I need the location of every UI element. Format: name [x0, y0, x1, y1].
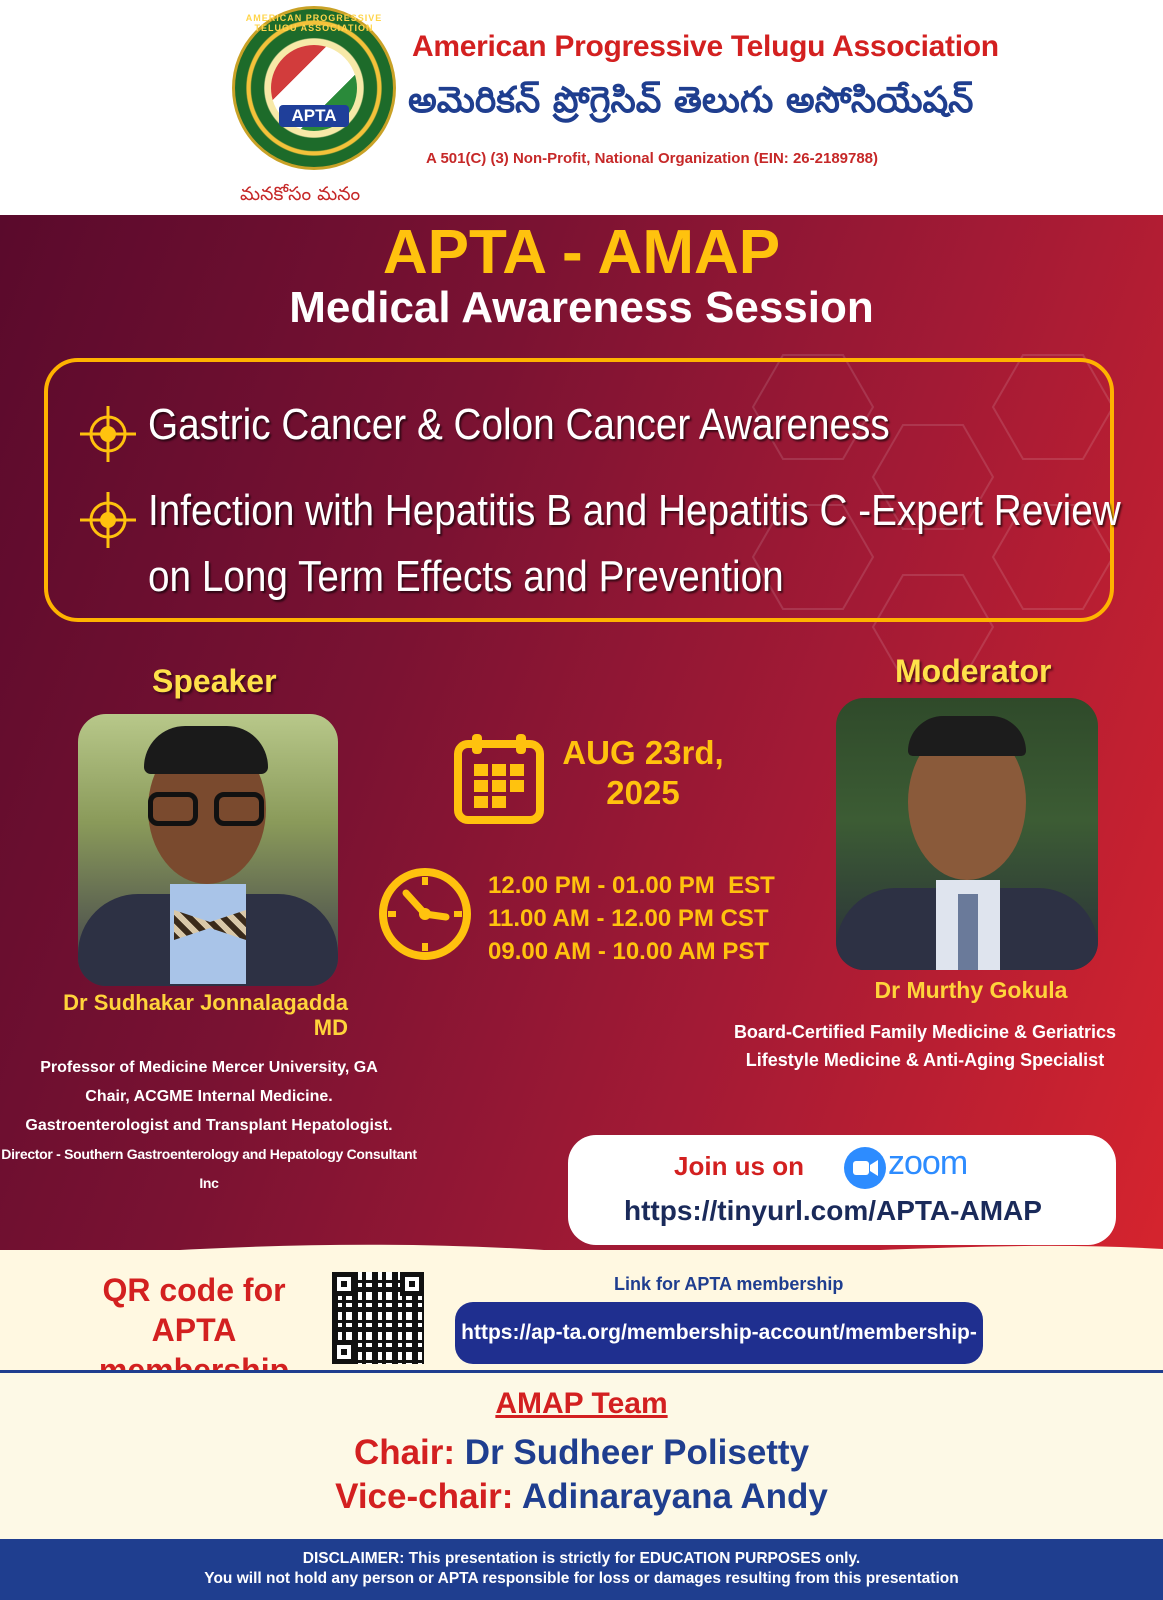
- event-date-year: 2025: [606, 774, 680, 811]
- crosshair-target-icon: [78, 404, 138, 464]
- header: [0, 0, 1163, 215]
- speaker-desc-line: Professor of Medicine Mercer University, GA: [40, 1059, 378, 1076]
- membership-link-label: Link for APTA membership: [614, 1274, 844, 1294]
- speaker-label: Speaker: [152, 663, 277, 699]
- crosshair-target-icon: [78, 490, 138, 550]
- speaker-glasses-right: [214, 792, 264, 826]
- join-box[interactable]: [568, 1135, 1116, 1245]
- moderator-description: [690, 1018, 1160, 1074]
- clock-icon: [376, 865, 474, 963]
- speaker-hair: [144, 726, 268, 774]
- amap-team: [0, 1373, 1163, 1539]
- topic-text: Infection with Hepatitis B and Hepatitis C -Expert Review: [148, 486, 1121, 535]
- speaker-desc-line: Chair, ACGME Internal Medicine.: [85, 1088, 333, 1105]
- speaker-glasses-left: [148, 792, 198, 826]
- time-row: 09.00 AM - 10.00 AM PST: [488, 938, 769, 965]
- moderator-desc-line: Lifestyle Medicine & Anti-Aging Specialist: [745, 1050, 1105, 1070]
- team-vice-chair: [0, 1477, 1163, 1517]
- moderator-label: Moderator: [895, 653, 1052, 689]
- membership-strip: [0, 1250, 1163, 1372]
- apta-logo: [232, 6, 396, 170]
- org-name-english: American Progressive Telugu Association: [412, 30, 999, 63]
- chair-name: Dr Sudheer Polisetty: [464, 1433, 810, 1472]
- logo-apta-label: APTA: [279, 105, 349, 127]
- team-title: AMAP Team: [495, 1387, 668, 1420]
- event-date: [548, 733, 738, 813]
- speaker-name-line: Dr Sudhakar Jonnalagadda: [63, 990, 348, 1015]
- calendar-icon: [452, 730, 546, 826]
- membership-qr-code[interactable]: [332, 1272, 424, 1364]
- moderator-desc-line: Board-Certified Family Medicine & Geriatrics: [733, 1022, 1117, 1042]
- chair-label: Chair:: [353, 1433, 465, 1472]
- topics-box: [44, 358, 1121, 622]
- moderator-photo: [836, 698, 1098, 970]
- speaker-desc-line: Gastroenterologist and Transplant Hepatologist.: [25, 1117, 393, 1134]
- qr-finder-pattern: [332, 1272, 356, 1296]
- disclaimer-line: DISCLAIMER: This presentation is strictly for EDUCATION PURPOSES only.: [302, 1550, 861, 1567]
- disclaimer: [0, 1539, 1163, 1600]
- qr-label-line: QR code for: [102, 1272, 286, 1308]
- vice-chair-label: Vice-chair:: [335, 1477, 522, 1516]
- time-row: 11.00 AM - 12.00 PM CST: [488, 905, 769, 932]
- event-title: APTA - AMAP: [382, 218, 781, 287]
- topic-text: Gastric Cancer & Colon Cancer Awareness: [148, 400, 890, 449]
- team-chair: [0, 1433, 1163, 1473]
- event-times: [488, 869, 775, 968]
- org-subtitle: A 501(C) (3) Non-Profit, National Organization (EIN: 26-2189788): [426, 150, 879, 167]
- event-subtitle: Medical Awareness Session: [289, 283, 874, 332]
- qr-label-line: APTA: [151, 1312, 237, 1348]
- membership-link[interactable]: https://ap-ta.org/membership-account/membership-: [455, 1302, 983, 1364]
- speaker-credential: MD: [313, 1015, 348, 1040]
- qr-finder-pattern: [400, 1272, 424, 1296]
- qr-finder-pattern: [332, 1340, 356, 1364]
- zoom-camera-icon: [844, 1147, 886, 1189]
- moderator-name: Dr Murthy Gokula: [874, 977, 1068, 1003]
- moderator-hair: [908, 716, 1026, 756]
- org-name-telugu: అమెరికన్ ప్రోగ్రెసివ్ తెలుగు అసోసియేషన్: [408, 80, 974, 121]
- tagline-telugu: మనకోసం మనం: [240, 183, 361, 205]
- speaker-description: [0, 1053, 418, 1198]
- event-date-day: AUG 23rd,: [562, 734, 724, 771]
- main-panel: [0, 215, 1163, 1275]
- logo-ring-text: AMERICAN PROGRESSIVE TELUGU ASSOCIATION: [245, 13, 383, 33]
- speaker-name: [0, 990, 348, 1040]
- disclaimer-line: You will not hold any person or APTA responsible for loss or damages resulting from this presentation: [204, 1570, 959, 1587]
- zoom-logo-text: zoom: [888, 1144, 968, 1182]
- speaker-desc-line: Director - Southern Gastroenterology and Hepatology Consultant Inc: [1, 1146, 417, 1191]
- vice-chair-name: Adinarayana Andy: [521, 1477, 828, 1516]
- topic-text-continued: on Long Term Effects and Prevention: [148, 552, 784, 601]
- moderator-tie: [958, 894, 978, 970]
- speaker-photo: [78, 714, 338, 986]
- time-row: 12.00 PM - 01.00 PM EST: [488, 872, 775, 899]
- join-label: Join us on: [674, 1151, 804, 1181]
- zoom-link[interactable]: https://tinyurl.com/APTA-AMAP: [624, 1195, 1042, 1226]
